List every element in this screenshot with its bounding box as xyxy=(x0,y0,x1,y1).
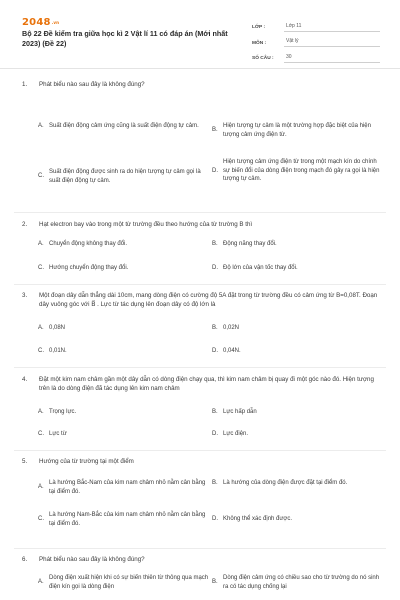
question-divider xyxy=(14,367,386,368)
document-title: Bộ 22 Đề kiểm tra giữa học kì 2 Vật lí 11 có đáp án (Mới nhất 2023) (Đề 22) xyxy=(22,29,228,49)
option-text: Hiện tượng cảm ứng điện từ trong một mạch kín do chính sự biến đổi của dòng điện trong mạch đó gây ra gọi là hiện tượng tự cảm. xyxy=(223,159,380,183)
option-letter: D. xyxy=(212,167,218,174)
option-letter: B. xyxy=(212,579,218,586)
question-stem xyxy=(22,80,382,89)
meta-value: Lớp 11 xyxy=(284,23,380,32)
option-letter: C. xyxy=(38,516,44,523)
question-number: 6. xyxy=(22,556,28,563)
question-5 xyxy=(22,457,382,527)
option-text: 0,01N. xyxy=(49,348,67,354)
option-b[interactable] xyxy=(212,324,380,333)
option-text: Suất điện động cảm ứng cũng là suất điện động tự cảm. xyxy=(49,123,199,129)
meta-label: MÔN : xyxy=(252,40,267,46)
question-2 xyxy=(22,220,382,271)
option-text: Dòng điện xuất hiện khi có sự biến thiên từ thông qua mạch điện kín gọi là dòng điện xyxy=(49,575,209,590)
question-stem xyxy=(22,291,382,310)
option-b[interactable] xyxy=(212,240,380,249)
meta-label: SỐ CÂU : xyxy=(252,56,274,62)
meta-label: LỚP : xyxy=(252,25,266,31)
question-text: Phát biểu nào sau đây là không đúng? xyxy=(39,81,145,88)
page-header xyxy=(0,0,400,68)
option-d[interactable] xyxy=(212,515,380,524)
option-text: Không thể xác định được. xyxy=(223,516,292,522)
question-4 xyxy=(22,375,382,437)
option-text: Hiện tượng tự cảm là một trường hợp đặc biệt của hiện tượng cảm ứng điện từ. xyxy=(223,123,371,138)
option-d[interactable] xyxy=(212,264,380,273)
option-a[interactable] xyxy=(38,324,212,333)
question-number: 2. xyxy=(22,221,28,228)
question-1 xyxy=(22,80,382,184)
option-text: 0,08N xyxy=(49,325,66,331)
question-number: 1. xyxy=(22,81,28,88)
option-text: Hướng chuyển động thay đổi. xyxy=(49,265,129,271)
option-a[interactable] xyxy=(38,122,212,131)
question-number: 4. xyxy=(22,376,28,383)
option-letter: B. xyxy=(212,127,218,134)
option-a[interactable] xyxy=(38,408,212,417)
option-letter: B. xyxy=(212,409,218,415)
option-text: Dòng điện cảm ứng có chiều sao cho từ trường do nó sinh ra có tác dụng chống lại xyxy=(223,575,380,590)
option-text: Là hướng Bắc-Nam của kim nam châm nhỏ nằm cân bằng tại điểm đó. xyxy=(49,480,206,495)
option-letter: C. xyxy=(38,348,44,354)
option-c[interactable] xyxy=(38,347,212,356)
meta-row-class xyxy=(252,16,380,32)
meta-value: Vật lý xyxy=(284,38,380,47)
option-c[interactable] xyxy=(38,168,212,185)
option-letter: B. xyxy=(212,325,218,331)
option-c[interactable] xyxy=(38,430,212,439)
option-text: Độ lớn của vận tốc thay đổi. xyxy=(223,265,298,271)
question-text: Hạt electron bay vào trong một từ trường đều theo hướng của từ trường B thì xyxy=(39,221,253,228)
option-letter: B. xyxy=(212,480,218,486)
question-text: Phát biểu nào sau đây là không đúng? xyxy=(39,556,145,563)
option-d[interactable] xyxy=(212,158,380,184)
option-letter: C. xyxy=(38,265,44,271)
question-text: Hướng của từ trường tại một điểm xyxy=(39,458,134,465)
option-b[interactable] xyxy=(212,408,380,417)
exam-meta xyxy=(252,16,380,63)
logo-text: 2048 xyxy=(22,17,51,28)
meta-row-subject xyxy=(252,32,380,48)
option-text: Trọng lực. xyxy=(49,409,77,415)
option-text: Lực từ xyxy=(49,431,67,437)
option-text: 0,02N xyxy=(223,325,240,331)
option-d[interactable] xyxy=(212,347,380,356)
option-letter: C. xyxy=(38,431,44,437)
question-text: Đặt một kim nam châm gần một dây dẫn có dòng điện chạy qua, thì kim nam châm bị quay đi một góc nào đó. Hiện tượng trên là do dòng điện đã tác dụng lên kim nam châm xyxy=(39,376,374,393)
option-a[interactable] xyxy=(38,574,212,591)
question-stem xyxy=(22,555,382,564)
option-b[interactable] xyxy=(212,574,380,591)
option-letter: A. xyxy=(38,241,44,247)
option-b[interactable] xyxy=(212,479,380,488)
question-number: 3. xyxy=(22,292,28,299)
option-text: Là hướng của dòng điện được đặt tại điểm đó. xyxy=(223,480,348,486)
option-text: Động năng thay đổi. xyxy=(223,241,277,247)
question-divider xyxy=(14,284,386,285)
question-stem xyxy=(22,375,382,394)
option-text: Là hướng Nam-Bắc của kim nam châm nhỏ nằm cân bằng tại điểm đó. xyxy=(49,512,206,527)
header-divider xyxy=(0,68,400,69)
option-letter: B. xyxy=(212,241,218,247)
question-number: 5. xyxy=(22,458,28,465)
option-a[interactable] xyxy=(38,240,212,249)
option-letter: A. xyxy=(38,484,44,491)
option-letter: A. xyxy=(38,409,44,415)
option-c[interactable] xyxy=(38,264,212,273)
question-divider xyxy=(14,212,386,213)
option-d[interactable] xyxy=(212,430,380,439)
option-text: Lực điện. xyxy=(223,431,249,437)
option-letter: A. xyxy=(38,579,44,586)
option-text: Chuyển động không thay đổi. xyxy=(49,241,128,247)
logo-suffix: .vn xyxy=(51,20,60,25)
question-divider xyxy=(14,450,386,451)
question-text: Một đoạn dây dẫn thẳng dài 10cm, mang dòng điện có cường độ 5A đặt trong từ trường đều có cảm ứng từ B=0,08T. Đoạn dây vuông góc với B⃗ . Lực từ tác dụng lên đoạn dây có độ lớn là xyxy=(39,292,378,309)
option-text: Suất điện động được sinh ra do hiện tượng tự cảm gọi là suất điện động tự cảm. xyxy=(49,169,201,184)
option-letter: D. xyxy=(212,348,218,354)
question-divider xyxy=(14,548,386,549)
meta-value: 30 xyxy=(284,54,380,63)
question-6 xyxy=(22,555,382,590)
option-a[interactable] xyxy=(38,479,212,496)
option-letter: A. xyxy=(38,123,44,129)
option-text: Lực hấp dẫn xyxy=(223,409,257,415)
option-c[interactable] xyxy=(38,511,212,528)
question-stem xyxy=(22,220,382,229)
option-letter: A. xyxy=(38,325,44,331)
option-text: 0,04N. xyxy=(223,348,241,354)
site-logo[interactable] xyxy=(22,16,59,30)
option-letter: C. xyxy=(38,173,44,180)
option-letter: D. xyxy=(212,516,218,522)
option-letter: D. xyxy=(212,431,218,437)
question-stem xyxy=(22,457,382,466)
meta-row-count xyxy=(252,47,380,63)
question-3 xyxy=(22,291,382,354)
option-b[interactable] xyxy=(212,122,380,139)
option-letter: D. xyxy=(212,265,218,271)
